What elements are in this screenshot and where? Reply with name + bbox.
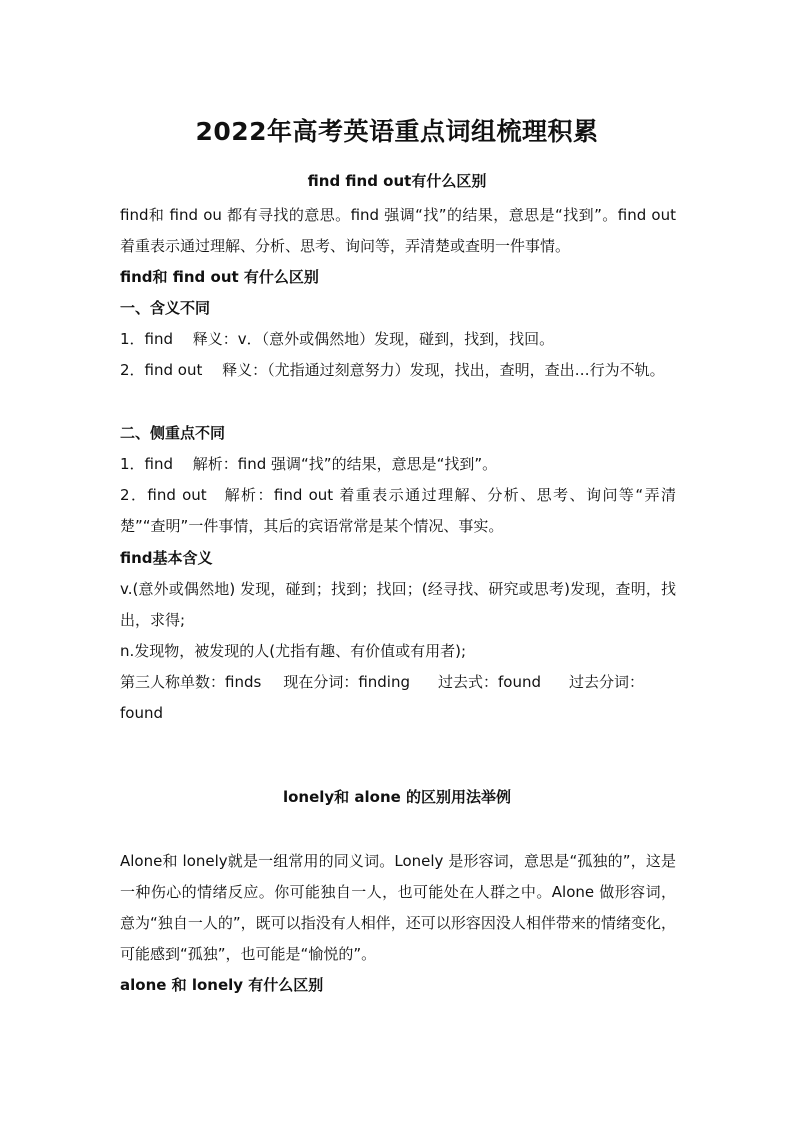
past-participle-label: 过去分词：: [569, 673, 645, 691]
paragraph-find-verb-meaning: v.(意外或偶然地) 发现，碰到；找到；找回；(经寻找、研究或思考)发现，查明，找出，求得;: [120, 580, 676, 629]
past-tense-value: found: [498, 673, 542, 691]
third-person-value: finds: [225, 673, 262, 691]
heading-focus-different: 二、侧重点不同: [120, 424, 226, 442]
paragraph-find-noun-meaning: n.发现物，被发现的人(尤指有趣、有价值或有用者);: [120, 642, 467, 660]
past-tense-label: 过去式：: [438, 673, 499, 691]
list-item-find-out-meaning: 2．find out 释义：（尤指通过刻意努力）发现，找出，查明，查出…行为不轨。: [120, 361, 665, 379]
section-heading-lonely-alone: lonely和 alone 的区别用法举例: [282, 788, 512, 806]
present-participle-value: finding: [358, 673, 411, 691]
subheading-alone-lonely-difference: alone 和 lonely 有什么区别: [120, 976, 324, 994]
past-participle-value: found: [120, 704, 163, 722]
heading-find-basic-meaning: find基本含义: [120, 549, 213, 567]
list-item-find-meaning: 1．find 释义：v．（意外或偶然地）发现，碰到，找到，找回。: [120, 330, 555, 348]
heading-meaning-different: 一、含义不同: [120, 299, 211, 317]
document-title: 2022年高考英语重点词组梳理积累: [195, 117, 599, 146]
paragraph-find-intro: find和 find ou 都有寻找的意思。find 强调“找”的结果，意思是“找到”。find out 着重表示通过理解、分析、思考、询问等，弄清楚或查明一件事情。: [120, 206, 676, 255]
subheading-find-difference: find和 find out 有什么区别: [120, 268, 319, 286]
section-heading-find: find find out有什么区别: [307, 172, 487, 190]
word-forms-line: [120, 667, 644, 698]
third-person-label: 第三人称单数：: [120, 673, 226, 691]
list-item-find-analysis: 1．find 解析：find 强调“找”的结果，意思是“找到”。: [120, 455, 498, 473]
present-participle-label: 现在分词：: [283, 673, 359, 691]
paragraph-lonely-alone-intro: Alone和 lonely就是一组常用的同义词。Lonely 是形容词，意思是“孤独的”，这是一种伤心的情绪反应。你可能独自一人，也可能处在人群之中。Alone 做形容词，意为“独自一人的”，既可以指没有人相伴，还可以形容因没人相伴带来的情绪变化，可能感到“孤独”，也可能是“愉悦的”。: [120, 852, 676, 963]
list-item-find-out-analysis: 2．find out 解析：find out 着重表示通过理解、分析、思考、询问等“弄清楚”“查明”一件事情，其后的宾语常常是某个情况、事实。: [120, 486, 676, 535]
